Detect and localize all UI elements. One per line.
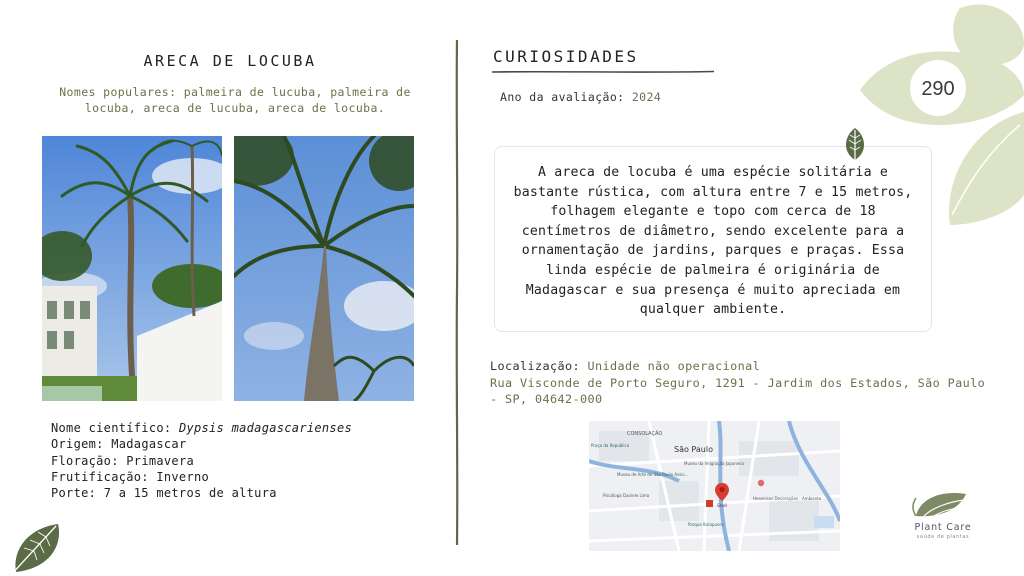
brand-name: Plant Care	[914, 522, 972, 533]
curiosities-heading: CURIOSIDADES	[493, 47, 639, 66]
small-leaf-icon	[842, 126, 868, 166]
heading-underline	[492, 70, 714, 74]
bottom-leaf-icon	[8, 520, 62, 576]
popular-names	[50, 84, 420, 116]
map-label-republic: Praça da República	[591, 443, 630, 448]
description-text: A areca de locuba é uma espécie solitária e bastante rústica, com altura entre 7 e 15 metros, folhagem elegante e topo com cerca de 18 centímetros de diâmetro, sendo excelente para a ornamentação de jardins, parques e praças. Essa linda espécie de palmeira é originária de Madagascar e sua presença é muito apreciada em qualquer ambiente.	[513, 165, 913, 318]
event-marker-icon	[758, 480, 764, 486]
map-label-shop: Shell	[717, 503, 727, 508]
plant-facts	[51, 420, 352, 501]
fact-flowering: Floração: Primavera	[51, 453, 194, 468]
location-block	[490, 358, 990, 408]
fact-size: Porte: 7 a 15 metros de altura	[51, 486, 277, 501]
map-label-event: Hesenisos Decorações - Ambiente	[753, 496, 822, 501]
palm-photo-left	[42, 136, 222, 401]
map-label-city: São Paulo	[674, 445, 713, 454]
shop-marker-icon	[706, 500, 713, 507]
map-label-cambuci: Museu da Imigração Japonesa	[684, 461, 744, 466]
decorative-leaves-icon	[860, 0, 1024, 225]
palm-photo-right	[234, 136, 414, 401]
page-number-badge: 290	[921, 78, 955, 100]
map-label-clinic: Psicóloga Daniele Lima	[603, 493, 650, 498]
popular-names-label: Nomes populares:	[59, 85, 177, 99]
map-label-district: CONSOLAÇÃO	[627, 431, 663, 437]
scientific-name-value: Dypsis madagascarienses	[178, 421, 353, 435]
evaluation-year	[500, 90, 661, 104]
fact-fruiting: Frutificação: Inverno	[51, 469, 210, 484]
fact-scientific-name: Nome científico: Dypsis madagascarienses	[51, 421, 353, 435]
brand-tagline: saúde de plantas	[916, 534, 970, 540]
location-address: Rua Visconde de Porto Seguro, 1291 - Jardim dos Estados, São Paulo - SP, 04642-000	[490, 375, 986, 406]
popular-names-value: palmeira de lucuba, palmeira de locuba, areca de lucuba, areca de locuba.	[84, 85, 411, 115]
location-status: Unidade não operacional	[587, 359, 761, 373]
map-label-park: Parque Ibirapuera	[688, 522, 724, 527]
plant-title: ARECA DE LOCUBA	[143, 52, 317, 70]
fact-origin: Origem: Madagascar	[51, 437, 187, 452]
evaluation-year-value: 2024	[631, 90, 662, 104]
location-label: Localização:	[490, 359, 581, 373]
map-label-museum: Museu de Arte de São Paulo Assis...	[617, 472, 689, 477]
column-divider	[455, 40, 459, 545]
evaluation-year-label: Ano da avaliação:	[500, 90, 625, 104]
location-map[interactable]	[589, 421, 840, 551]
